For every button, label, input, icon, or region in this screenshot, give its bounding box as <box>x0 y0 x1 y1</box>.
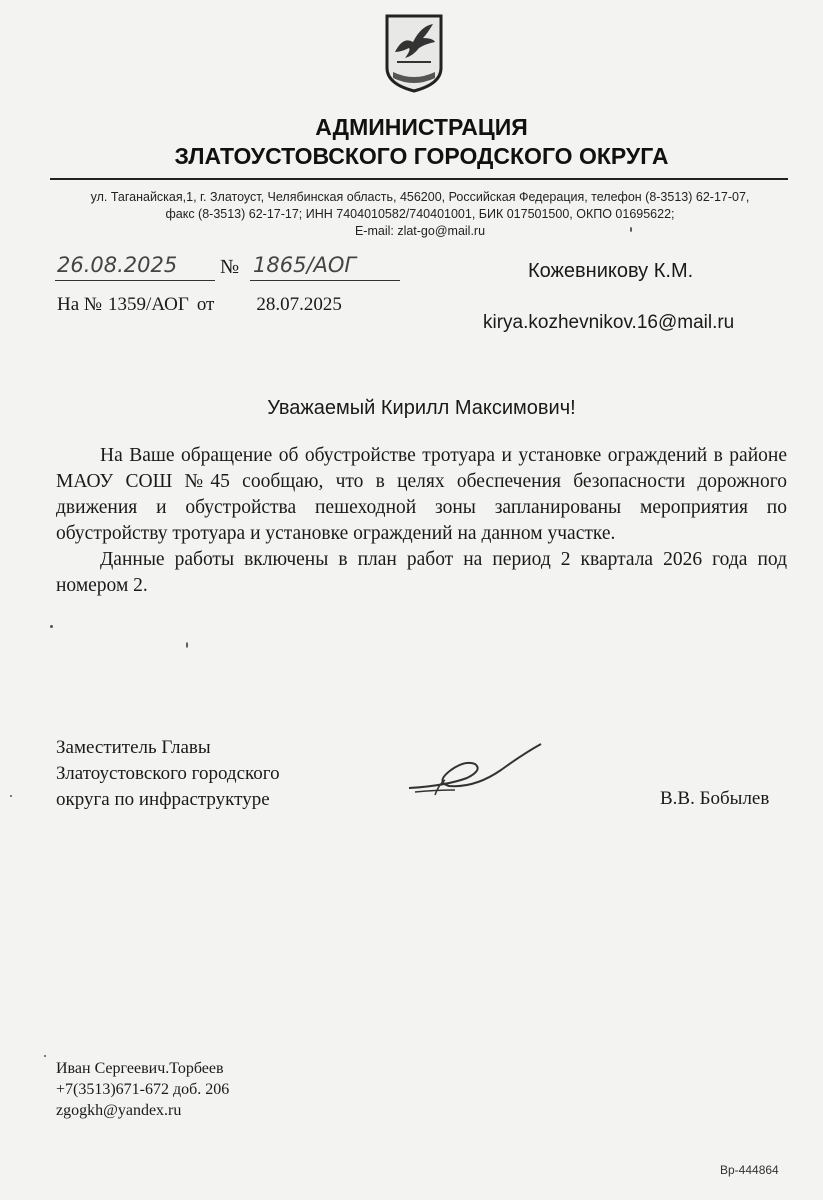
executor-block <box>56 1058 229 1121</box>
letter-body <box>56 443 787 599</box>
org-title-line2: ЗЛАТОУСТОВСКОГО ГОРОДСКОГО ОКРУГА <box>174 143 669 169</box>
recipient-email: kirya.kozhevnikov.16@mail.ru <box>483 312 735 333</box>
position-line: Заместитель Главы <box>56 737 211 758</box>
scan-speck <box>630 227 632 232</box>
address-line1: ул. Таганайская,1, г. Златоуст, Челябинская область, 456200, Российская Федерация, телефон (8-3513) 62-17-07, <box>90 190 750 204</box>
executor-email: zgogkh@yandex.ru <box>56 1102 182 1119</box>
document-code: Вр-444864 <box>720 1163 779 1177</box>
handwritten-signature <box>405 740 545 798</box>
signatory-position <box>56 735 280 813</box>
scan-speck <box>186 642 188 648</box>
greeting: Уважаемый Кирилл Максимович! <box>267 397 576 419</box>
date-underline <box>55 280 215 281</box>
recipient-name: Кожевникову К.М. <box>528 260 694 282</box>
number-underline <box>250 280 400 281</box>
reference-from-label: от <box>196 294 215 315</box>
address-line3: E-mail: zlat-go@mail.ru <box>354 224 486 238</box>
signer-name: В.В. Бобылев <box>660 788 770 809</box>
position-line: округа по инфраструктуре <box>56 789 270 810</box>
scan-speck <box>10 795 12 797</box>
reference-line <box>57 294 342 316</box>
scan-speck <box>50 625 53 628</box>
org-title-line1: АДМИНИСТРАЦИЯ <box>315 114 528 140</box>
scan-speck <box>44 1055 46 1057</box>
reference-number-label: На № <box>57 294 103 315</box>
reference-date: 28.07.2025 <box>256 294 342 315</box>
executor-name: Иван Сергеевич.Торбеев <box>56 1060 224 1077</box>
paragraph: Данные работы включены в план работ на период 2 квартала 2026 года под номером 2. <box>56 549 787 596</box>
header-divider <box>50 178 788 180</box>
outgoing-number-label: № <box>220 256 240 278</box>
position-line: Златоустовского городского <box>56 763 280 784</box>
outgoing-number: 1865/АОГ <box>253 253 357 277</box>
outgoing-date: 26.08.2025 <box>57 253 178 277</box>
city-emblem-icon <box>383 12 445 94</box>
executor-phone: +7(3513)671-672 доб. 206 <box>56 1081 230 1098</box>
paragraph: На Ваше обращение об обустройстве тротуара и установке ограждений в районе МАОУ СОШ №45 сообщаю, что в целях обеспечения безопасности дорожного движения и обустройства пешеходной зоны запланированы мероприятия по обустройству тротуара и установке ограждений на данном участке. <box>56 445 787 544</box>
reference-number: 1359/АОГ <box>108 294 189 315</box>
address-line2: факс (8-3513) 62-17-17; ИНН 7404010582/740401001, БИК 017501500, ОКПО 01695622; <box>165 207 675 221</box>
